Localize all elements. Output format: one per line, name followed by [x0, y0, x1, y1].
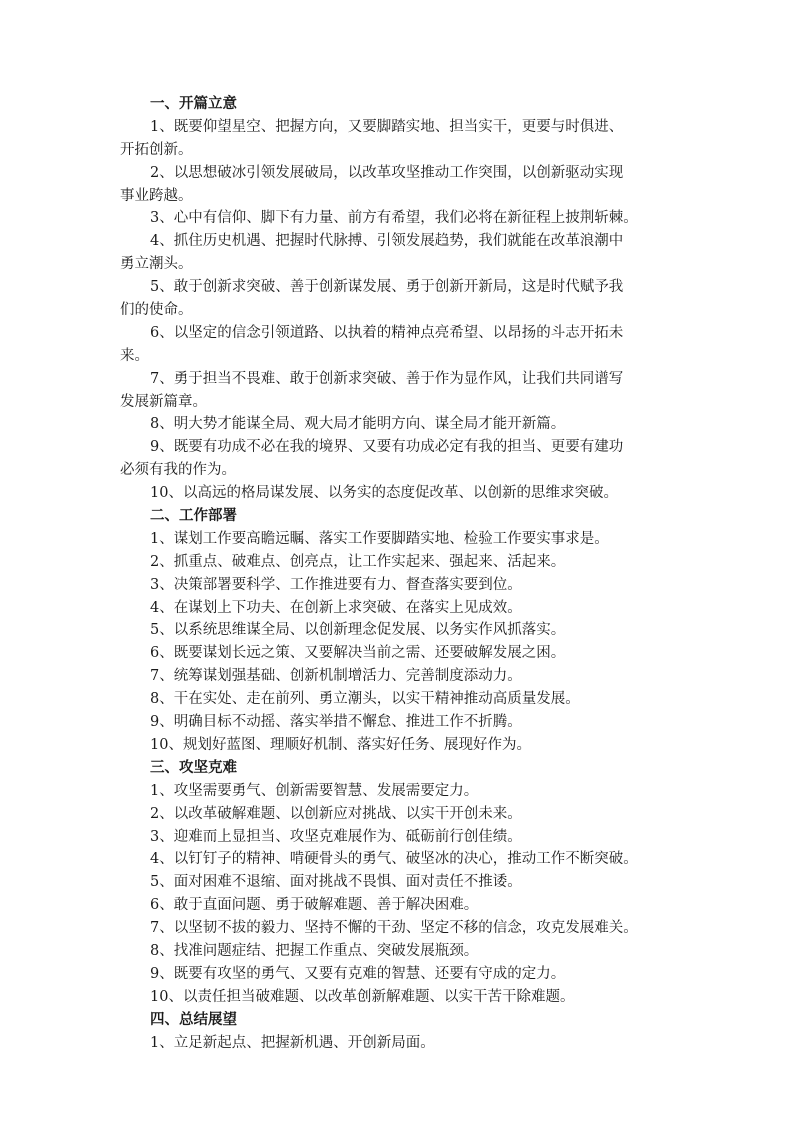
paragraph-line: 3、迎难而上显担当、攻坚克难展作为、砥砺前行创佳绩。: [150, 828, 522, 845]
section-heading: 一、开篇立意: [150, 95, 237, 112]
paragraph-line: 9、既要有功成不必在我的境界、又要有功成必定有我的担当、更要有建功: [150, 439, 624, 456]
paragraph-line: 6、敢于直面问题、勇于破解难题、善于解决困难。: [150, 897, 479, 914]
section-heading: 四、总结展望: [150, 1010, 237, 1028]
paragraph-line: 2、抓重点、破难点、创亮点，让工作实起来、强起来、活起来。: [150, 553, 566, 570]
section-heading: 二、工作部署: [150, 507, 237, 525]
paragraph-line: 4、在谋划上下功夫、在创新上求突破、在落实上见成效。: [150, 599, 522, 616]
paragraph-line: 8、干在实处、走在前列、勇立潮头，以实干精神推动高质量发展。: [150, 691, 580, 708]
paragraph-line: 6、既要谋划长远之策、又要解决当前之需、还要破解发展之困。: [150, 645, 566, 662]
paragraph-line: 1、既要仰望星空、把握方向，又要脚踏实地、担当实干，更要与时俱进、: [150, 118, 624, 135]
document-body: [120, 93, 680, 1054]
paragraph-line: 1、谋划工作要高瞻远瞩、落实工作要脚踏实地、检验工作要实事求是。: [150, 530, 609, 547]
paragraph-line: 3、决策部署要科学、工作推进要有力、督查落实要到位。: [150, 576, 522, 593]
paragraph-line: 4、以钉钉子的精神、啃硬骨头的勇气、破坚冰的决心，推动工作不断突破。: [150, 851, 638, 868]
paragraph-line: 10、规划好蓝图、理顺好机制、落实好任务、展现好作为。: [150, 736, 531, 753]
paragraph-line: 发展新篇章。: [120, 393, 207, 410]
paragraph-line: 5、面对困难不退缩、面对挑战不畏惧、面对责任不推诿。: [150, 874, 522, 891]
paragraph-line: 9、明确目标不动摇、落实举措不懈怠、推进工作不折腾。: [150, 714, 522, 731]
paragraph-line: 8、找准问题症结、把握工作重点、突破发展瓶颈。: [150, 942, 479, 959]
paragraph-line: 7、勇于担当不畏难、敢于创新求突破、善于作为显作风，让我们共同谱写: [150, 370, 624, 387]
paragraph-line: 10、以责任担当破难题、以改革创新解难题、以实干苦干除难题。: [150, 988, 575, 1005]
paragraph-line: 开拓创新。: [120, 141, 193, 158]
paragraph-line: 7、以坚韧不拔的毅力、坚持不懈的干劲、坚定不移的信念，攻克发展难关。: [150, 920, 638, 937]
section-heading: 三、攻坚克难: [150, 758, 237, 776]
paragraph-line: 7、统筹谋划强基础、创新机制增活力、完善制度添动力。: [150, 668, 522, 685]
paragraph-line: 2、以改革破解难题、以创新应对挑战、以实干开创未来。: [150, 805, 522, 822]
paragraph-line: 来。: [120, 347, 149, 364]
paragraph-line: 10、以高远的格局谋发展、以务实的态度促改革、以创新的思维求突破。: [150, 485, 618, 502]
paragraph-line: 4、抓住历史机遇、把握时代脉搏、引领发展趋势，我们就能在改革浪潮中: [150, 233, 624, 250]
paragraph-line: 必须有我的作为。: [120, 462, 236, 479]
paragraph-line: 5、以系统思维谋全局、以创新理念促发展、以务实作风抓落实。: [150, 622, 566, 639]
paragraph-line: 们的使命。: [120, 302, 193, 319]
paragraph-line: 8、明大势才能谋全局、观大局才能明方向、谋全局才能开新篇。: [150, 416, 566, 433]
paragraph-line: 勇立潮头。: [120, 256, 193, 273]
paragraph-line: 事业跨越。: [120, 187, 193, 204]
paragraph-line: 1、立足新起点、把握新机遇、开创新局面。: [150, 1034, 435, 1051]
paragraph-line: 9、既要有攻坚的勇气、又要有克难的智慧、还要有守成的定力。: [150, 965, 566, 982]
paragraph-line: 1、攻坚需要勇气、创新需要智慧、发展需要定力。: [150, 782, 479, 799]
paragraph-line: 2、以思想破冰引领发展破局，以改革攻坚推动工作突围，以创新驱动实现: [150, 164, 624, 181]
paragraph-line: 3、心中有信仰、脚下有力量、前方有希望，我们必将在新征程上披荆斩棘。: [150, 210, 638, 227]
paragraph-line: 5、敢于创新求突破、善于创新谋发展、勇于创新开新局，这是时代赋予我: [150, 279, 624, 296]
paragraph-line: 6、以坚定的信念引领道路、以执着的精神点亮希望、以昂扬的斗志开拓未: [150, 324, 624, 341]
